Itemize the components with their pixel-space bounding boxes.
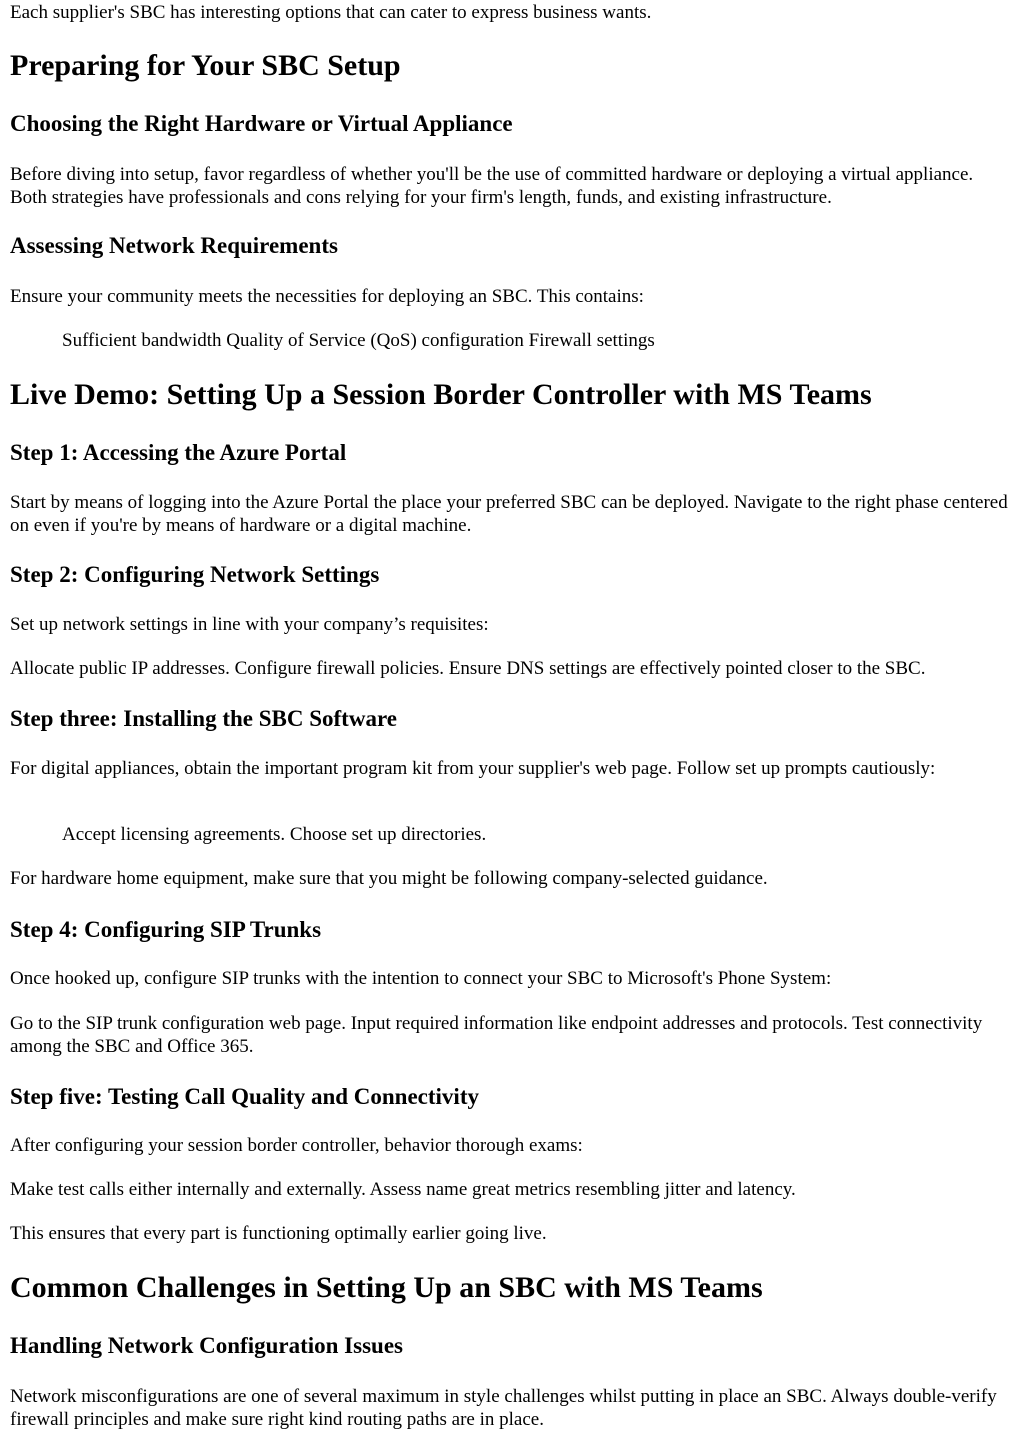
- paragraph-network-config: Network misconfigurations are one of several maximum in style challenges whilst putting in place an SBC. Always double-verify firewall principles and make sure right kind routing paths are in place.: [10, 1386, 997, 1430]
- heading-step-4: Step 4: Configuring SIP Trunks: [10, 917, 322, 942]
- heading-live-demo: Live Demo: Setting Up a Session Border Controller with MS Teams: [10, 378, 872, 411]
- paragraph-step-1: Start by means of logging into the Azure Portal the place your preferred SBC can be deployed. Navigate to the right phase centered on even if you're by means of hardware or a digital machine.: [10, 492, 1008, 536]
- paragraph-step-2-list: Allocate public IP addresses. Configure firewall policies. Ensure DNS settings are effectively pointed closer to the SBC.: [10, 658, 926, 679]
- paragraph-hardware: Before diving into setup, favor regardless of whether you'll be the use of committed hardware or deploying a virtual appliance. Both strategies have professionals and cons relying for your firm's length, funds, and existing infrastructure.: [10, 164, 974, 208]
- heading-hardware: Choosing the Right Hardware or Virtual Appliance: [10, 111, 513, 136]
- heading-step-3: Step three: Installing the SBC Software: [10, 706, 397, 731]
- heading-step-2: Step 2: Configuring Network Settings: [10, 562, 380, 587]
- paragraph-step-4-list: Go to the SIP trunk configuration web page. Input required information like endpoint addresses and protocols. Test connectivity among the SBC and Office 365.: [10, 1013, 983, 1057]
- heading-network-requirements: Assessing Network Requirements: [10, 233, 338, 258]
- paragraph-step-5-end: This ensures that every part is functioning optimally earlier going live.: [10, 1223, 547, 1244]
- paragraph-step-5-list: Make test calls either internally and externally. Assess name great metrics resembling jitter and latency.: [10, 1179, 796, 1200]
- list-step-3: Accept licensing agreements. Choose set up directories.: [62, 824, 487, 845]
- paragraph-network-requirements: Ensure your community meets the necessities for deploying an SBC. This contains:: [10, 286, 644, 307]
- paragraph-step-5: After configuring your session border controller, behavior thorough exams:: [10, 1135, 583, 1156]
- list-network-requirements: Sufficient bandwidth Quality of Service (QoS) configuration Firewall settings: [62, 330, 655, 351]
- paragraph-step-2: Set up network settings in line with your company’s requisites:: [10, 614, 489, 635]
- heading-network-config: Handling Network Configuration Issues: [10, 1333, 403, 1358]
- heading-preparing: Preparing for Your SBC Setup: [10, 49, 401, 82]
- paragraph-step-3: For digital appliances, obtain the important program kit from your supplier's web page. Follow set up prompts cautiously:: [10, 758, 936, 779]
- paragraph-step-3-hardware: For hardware home equipment, make sure that you might be following company-selected guidance.: [10, 868, 768, 889]
- paragraph-step-4: Once hooked up, configure SIP trunks with the intention to connect your SBC to Microsoft's Phone System:: [10, 968, 832, 989]
- heading-step-1: Step 1: Accessing the Azure Portal: [10, 440, 347, 465]
- intro-paragraph: Each supplier's SBC has interesting options that can cater to express business wants.: [10, 2, 652, 23]
- heading-challenges: Common Challenges in Setting Up an SBC with MS Teams: [10, 1271, 763, 1304]
- heading-step-5: Step five: Testing Call Quality and Connectivity: [10, 1084, 479, 1109]
